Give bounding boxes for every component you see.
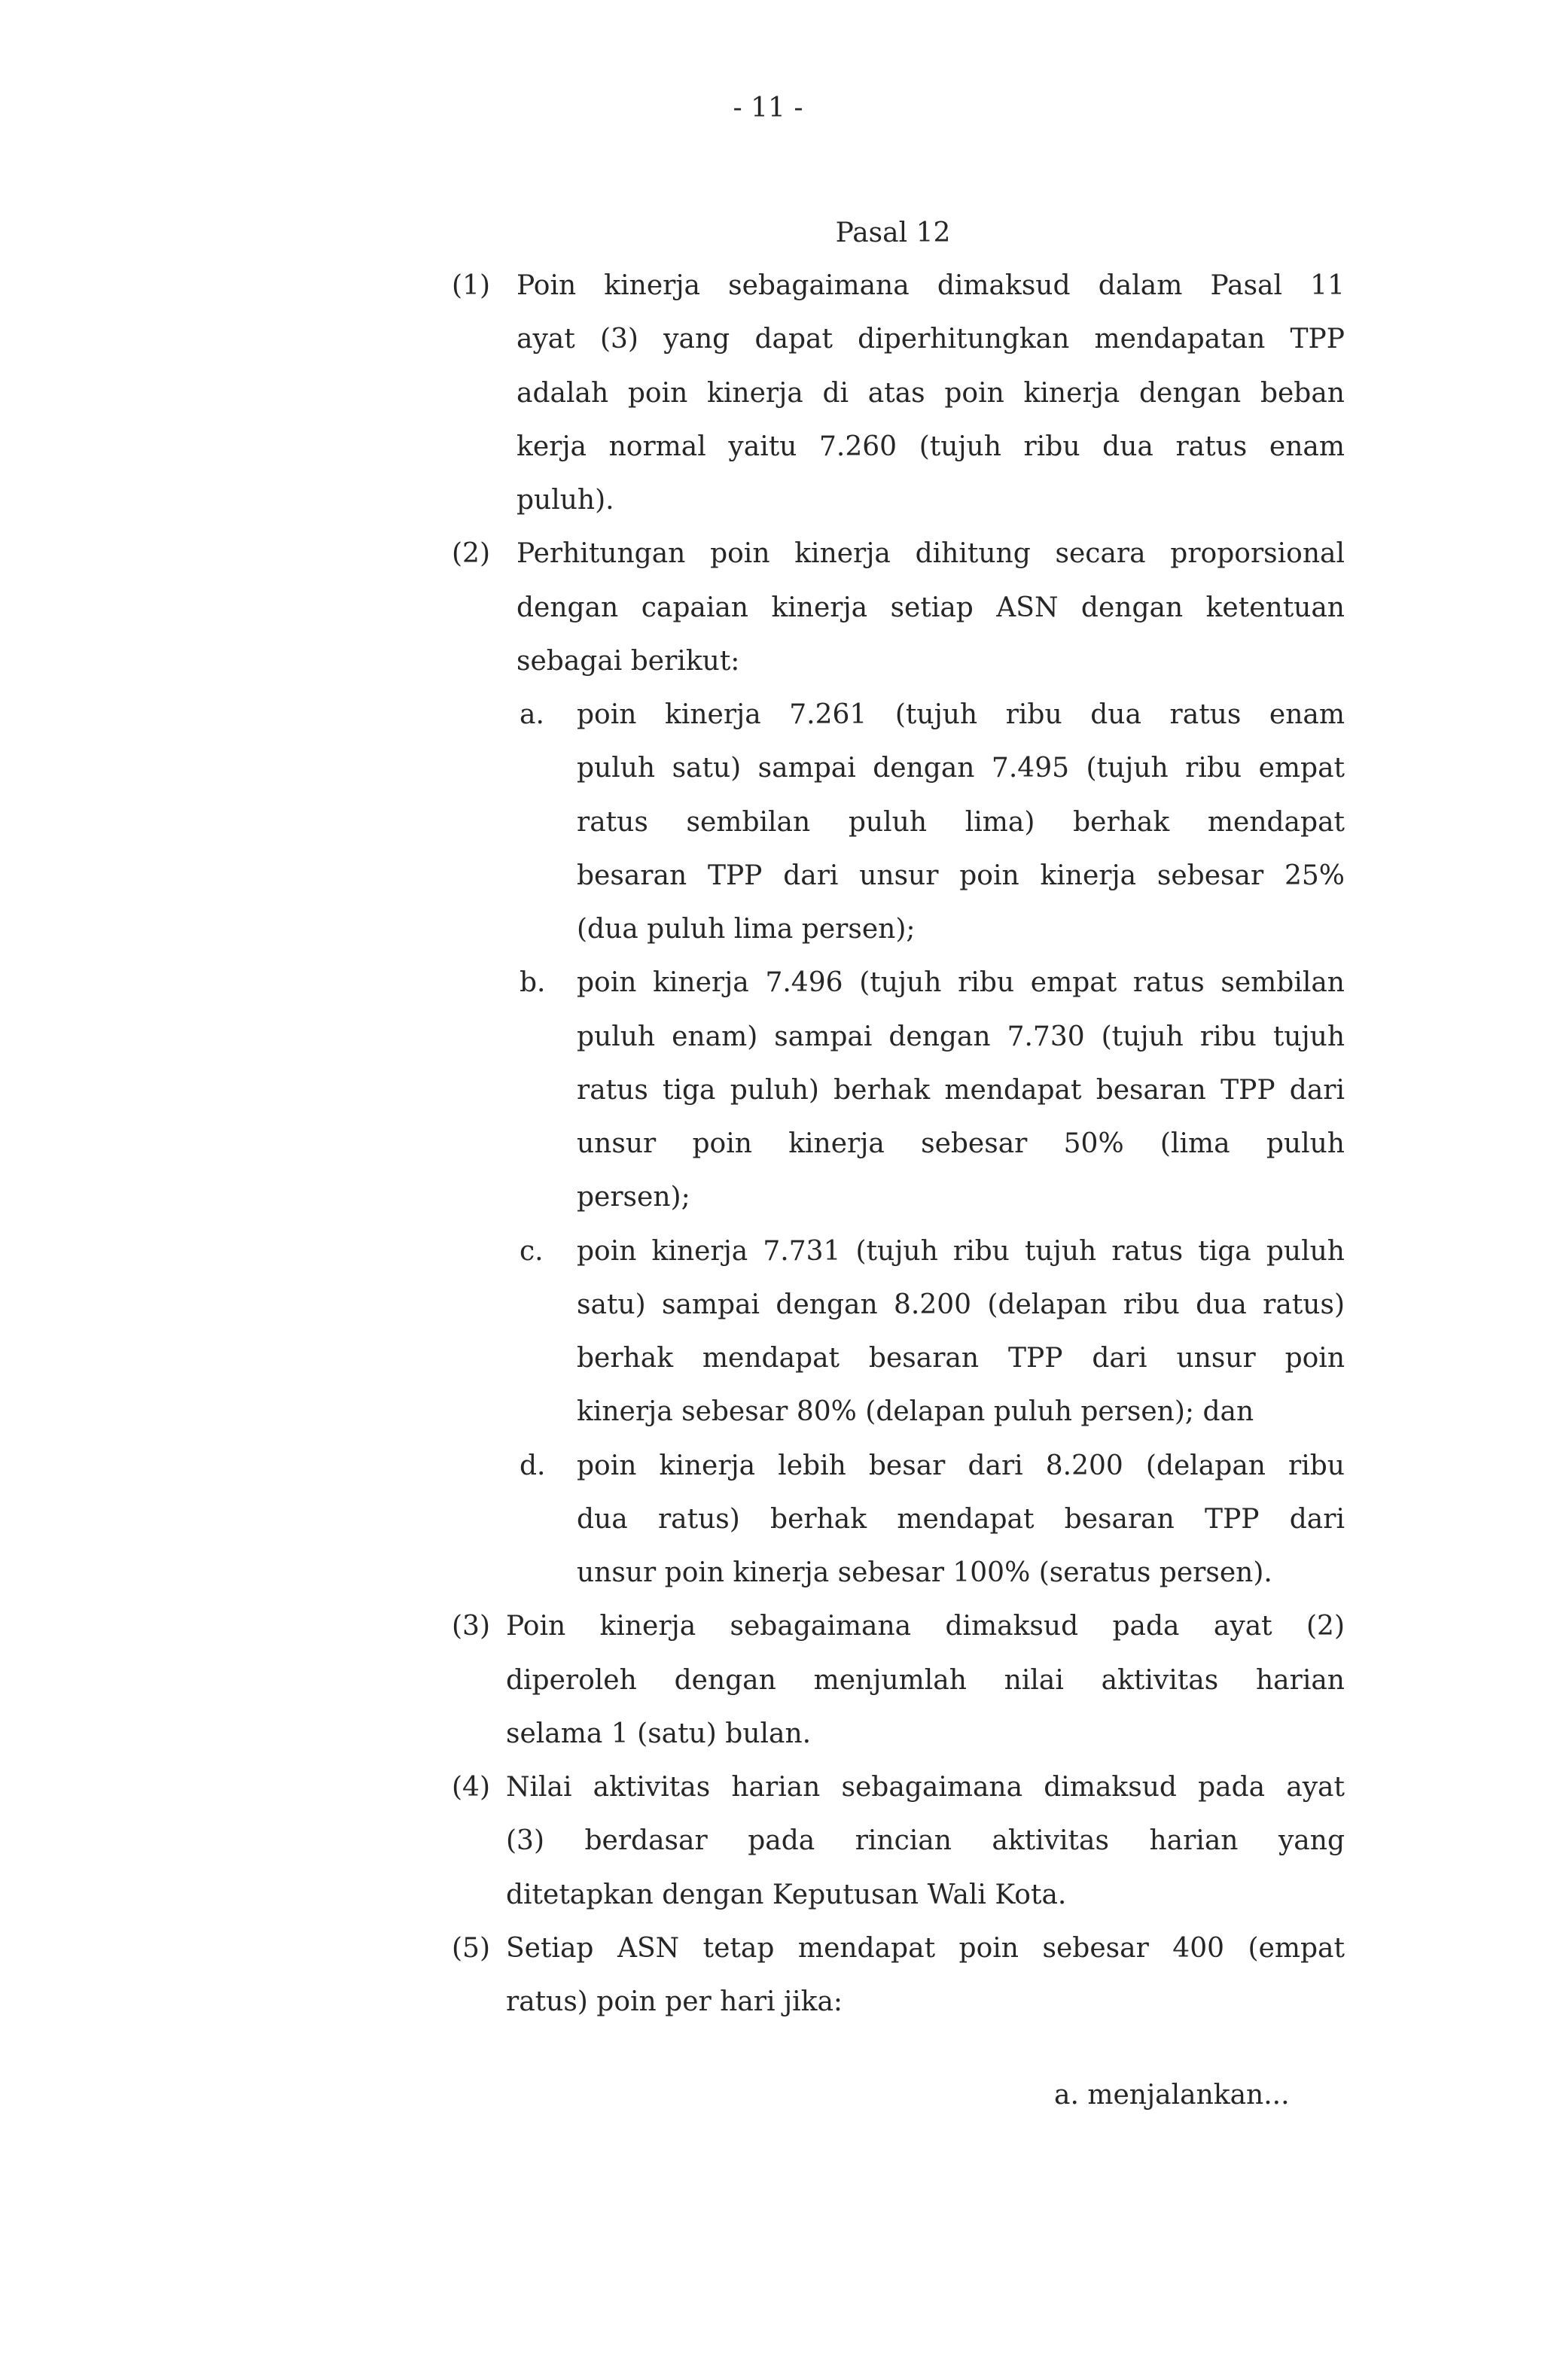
list-item-b-line (0, 1117, 1542, 1170)
list-item-a-line (0, 902, 1542, 956)
paragraph-text: dengan capaian kinerja setiap ASN dengan ketentuan (517, 592, 1345, 623)
paragraph-2-line (0, 635, 1542, 688)
list-item-text: kinerja sebesar 80% (delapan puluh persen); dan (577, 1396, 1254, 1428)
list-item-a-line (0, 849, 1542, 902)
list-item-d-line (0, 1546, 1542, 1599)
paragraph-text: Perhitungan poin kinerja dihitung secara proporsional (517, 538, 1345, 570)
list-item-text: poin kinerja 7.261 (tujuh ribu dua ratus enam (577, 699, 1345, 730)
paragraph-label: (5) (452, 1932, 490, 1964)
list-item-text: poin kinerja 7.731 (tujuh ribu tujuh ratus tiga puluh (577, 1235, 1345, 1267)
list-item-text: unsur poin kinerja sebesar 50% (lima puluh (577, 1128, 1345, 1159)
paragraph-1-line (0, 312, 1542, 366)
list-item-c-line (0, 1385, 1542, 1438)
list-item-b-line (0, 1010, 1542, 1064)
paragraph-2-line (0, 527, 1542, 580)
paragraph-text: puluh). (517, 485, 614, 516)
list-item-text: ratus sembilan puluh lima) berhak mendapat (577, 806, 1345, 838)
list-item-label: c. (520, 1235, 544, 1267)
list-item-text: unsur poin kinerja sebesar 100% (seratus persen). (577, 1557, 1272, 1588)
paragraph-2-line (0, 581, 1542, 635)
paragraph-4-line (0, 1814, 1542, 1867)
list-item-text: satu) sampai dengan 8.200 (delapan ribu dua ratus) (577, 1289, 1345, 1320)
paragraph-4-line (0, 1761, 1542, 1814)
list-item-text: persen); (577, 1182, 690, 1213)
paragraph-text: (3) berdasar pada rincian aktivitas harian yang (506, 1825, 1345, 1857)
paragraph-1-line (0, 367, 1542, 420)
paragraph-text: ratus) poin per hari jika: (506, 1986, 843, 2017)
list-item-a-line (0, 688, 1542, 741)
paragraph-label: (3) (452, 1611, 490, 1642)
paragraph-1-line (0, 259, 1542, 312)
paragraph-4-line (0, 1868, 1542, 1922)
paragraph-text: ditetapkan dengan Keputusan Wali Kota. (506, 1879, 1067, 1910)
continuation-catchword: a. menjalankan... (1054, 2080, 1290, 2111)
list-item-c-line (0, 1332, 1542, 1385)
list-item-label: a. (520, 699, 544, 730)
list-item-text: dua ratus) berhak mendapat besaran TPP dari (577, 1503, 1345, 1535)
paragraph-3-line (0, 1599, 1542, 1653)
list-item-a-line (0, 741, 1542, 795)
list-item-b-line (0, 956, 1542, 1009)
article-body (0, 259, 1542, 2028)
paragraph-5-line (0, 1922, 1542, 1975)
list-item-c-line (0, 1225, 1542, 1278)
paragraph-text: Poin kinerja sebagaimana dimaksud pada ayat (2) (506, 1611, 1345, 1642)
article-title: Pasal 12 (835, 218, 951, 248)
paragraph-text: adalah poin kinerja di atas poin kinerja dengan beban (517, 377, 1345, 409)
paragraph-text: Nilai aktivitas harian sebagaimana dimaksud pada ayat (506, 1772, 1345, 1803)
list-item-text: berhak mendapat besaran TPP dari unsur poin (577, 1343, 1345, 1374)
list-item-b-line (0, 1064, 1542, 1117)
paragraph-1-line (0, 473, 1542, 527)
list-item-label: b. (520, 967, 546, 999)
list-item-a-line (0, 796, 1542, 849)
paragraph-label: (4) (452, 1772, 490, 1803)
paragraph-1-line (0, 420, 1542, 473)
paragraph-label: (2) (452, 538, 490, 570)
list-item-text: poin kinerja lebih besar dari 8.200 (delapan ribu (577, 1450, 1345, 1481)
paragraph-text: selama 1 (satu) bulan. (506, 1718, 812, 1749)
paragraph-text: sebagai berikut: (517, 645, 740, 677)
list-item-text: puluh enam) sampai dengan 7.730 (tujuh ribu tujuh (577, 1021, 1345, 1052)
paragraph-text: kerja normal yaitu 7.260 (tujuh ribu dua ratus enam (517, 431, 1345, 462)
list-item-d-line (0, 1493, 1542, 1546)
list-item-text: poin kinerja 7.496 (tujuh ribu empat ratus sembilan (577, 967, 1345, 999)
paragraph-text: Poin kinerja sebagaimana dimaksud dalam Pasal 11 (517, 270, 1345, 301)
paragraph-text: diperoleh dengan menjumlah nilai aktivitas harian (506, 1664, 1345, 1696)
list-item-d-line (0, 1439, 1542, 1493)
paragraph-label: (1) (452, 270, 490, 301)
list-item-text: besaran TPP dari unsur poin kinerja sebesar 25% (577, 860, 1345, 891)
list-item-text: puluh satu) sampai dengan 7.495 (tujuh ribu empat (577, 753, 1345, 784)
paragraph-text: Setiap ASN tetap mendapat poin sebesar 400 (empat (506, 1932, 1345, 1964)
list-item-text: ratus tiga puluh) berhak mendapat besaran TPP dari (577, 1074, 1345, 1106)
paragraph-5-line (0, 1975, 1542, 2028)
paragraph-3-line (0, 1707, 1542, 1761)
list-item-label: d. (520, 1450, 546, 1481)
list-item-text: (dua puluh lima persen); (577, 914, 916, 945)
paragraph-3-line (0, 1654, 1542, 1707)
paragraph-text: ayat (3) yang dapat diperhitungkan mendapatan TPP (517, 324, 1345, 355)
list-item-c-line (0, 1278, 1542, 1332)
page-number: - 11 - (733, 93, 803, 123)
list-item-b-line (0, 1170, 1542, 1224)
